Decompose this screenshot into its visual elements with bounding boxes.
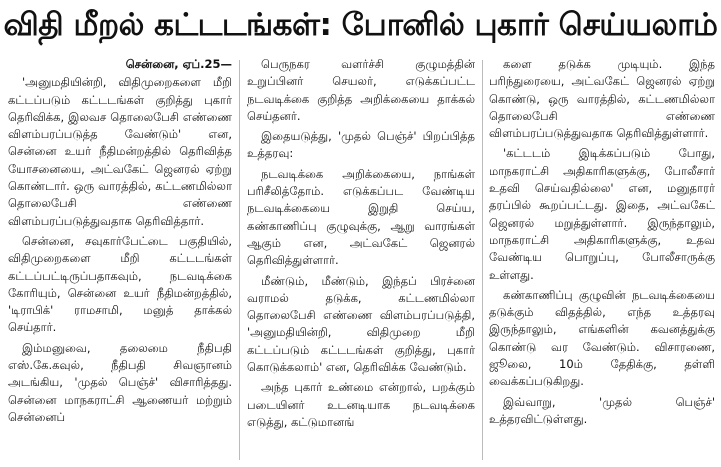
- paragraph: களை தடுக்க முடியும். இந்த பரிந்துரையை, அட்வகேட் ஜெனரல் ஏற்று கொண்டு, ஒரு வாரத்தில், கட்டணமில்லா தொலைபேசி எண்ணை விளம்பரப்படுத்துவதாக தெரிவித்துள்ளார்.: [489, 57, 715, 141]
- article-column-2: [247, 56, 475, 464]
- paragraph: இம்மனுவை, தலைமை நீதிபதி எஸ்.கே.கவுல், நீதிபதி சிவஞானம் அடங்கிய, 'முதல் பெஞ்ச்' விசாரித்தது. சென்னை மாநகராட்சி ஆணையர் மற்றும் சென்னைப்: [8, 340, 232, 424]
- article-column-3: [489, 56, 715, 464]
- paragraph: மீண்டும், மீண்டும், இந்தப் பிரச்னை வராமல் தடுக்க, கட்டணமில்லா தொலைபேசி எண்ணை விளம்பரப்படுத்தி, 'அனுமதியின்றி, விதிமுறை மீறி கட்டப்படும் கட்டடங்கள் குறித்து, புகார் கொடுக்கலாம்' என, தெரிவிக்க வேண்டும்.: [247, 273, 475, 375]
- paragraph: நடவடிக்கை அறிக்கையை, நாங்கள் பரிசீலித்தோம். எடுக்கப்பட வேண்டிய நடவடிக்கையை இறுதி செய்ய, கண்காணிப்பு குழுவுக்கு, ஆறு வாரங்கள் ஆகும் என, அட்வகேட் ஜெனரல் தெரிவித்துள்ளார்.: [247, 166, 475, 268]
- paragraph: கண்காணிப்பு குழுவின் நடவடிக்கையை தடுக்கும் விதத்தில், எந்த உத்தரவு இருந்தாலும், எங்களின் கவனத்துக்கு கொண்டு வர வேண்டும். விசாரணை, ஜூலை, 10ம் தேதிக்கு, தள்ளி வைக்கப்படுகிறது.: [489, 287, 715, 389]
- paragraph: இதையடுத்து, 'முதல் பெஞ்ச்' பிறப்பித்த உத்தரவு:: [247, 129, 475, 161]
- headline: விதி மீறல் கட்டடங்கள்: போனில் புகார் செய்யலாம்: [3, 7, 718, 43]
- column-divider: [239, 60, 240, 460]
- paragraph: சென்னை, சவுகார்பேட்டை பகுதியில், விதிமுறைகளை மீறி கட்டடங்கள் கட்டப்பட்டிருப்பதாகவும், நடவடிக்கை கோரியும், சென்னை உயர் நீதிமன்றத்தில், 'டிராபிக்' ராமசாமி, மனுத் தாக்கல் செய்தார்.: [8, 233, 232, 335]
- paragraph: 'அனுமதியின்றி, விதிமுறைகளை மீறி கட்டப்படும் கட்டடங்கள் குறித்து புகார் தெரிவிக்க, இலவச தொலைபேசி எண்ணை விளம்பரப்படுத்த வேண்டும்' என, சென்னை உயர் நீதிமன்றத்தில் தெரிவித்த யோசனையை, அட்வகேட் ஜெனரல் ஏற்று கொண்டார். ஒரு வாரத்தில், கட்டணமில்லா தொலைபேசி எண்ணை விளம்பரப்படுத்துவதாக தெரிவித்தார்.: [8, 75, 232, 228]
- paragraph: அந்த புகார் உண்மை என்றால், பறக்கும் படையினர் உடனடியாக நடவடிக்கை எடுத்து, கட்டுமானங்: [247, 380, 475, 429]
- paragraph: 'கட்டடம் இடிக்கப்படும் போது, மாநகராட்சி அதிகாரிகளுக்கு, போலீசார் உதவி செய்வதில்லை' என, மனுதாரர் தரப்பில் கூறப்பட்டது. இதை, அட்வகேட் ஜெனரல் மறுத்துள்ளார். இருந்தாலும், மாநகராட்சி அதிகாரிகளுக்கு, உதவ வேண்டிய பொறுப்பு, போலீசாருக்கு உள்ளது.: [489, 146, 715, 282]
- paragraph: இவ்வாறு, 'முதல் பெஞ்ச்' உத்தரவிட்டுள்ளது.: [489, 394, 715, 426]
- dateline: சென்னை, ஏப்.25—: [125, 57, 232, 71]
- article-column-1: [8, 56, 232, 464]
- paragraph: பெருநகர வளர்ச்சி குழுமத்தின் உறுப்பினர் செயலர், எடுக்கப்பட்ட நடவடிக்கை குறித்த அறிக்கையை தாக்கல் செய்தனர்.: [247, 57, 475, 123]
- column-divider: [482, 60, 483, 460]
